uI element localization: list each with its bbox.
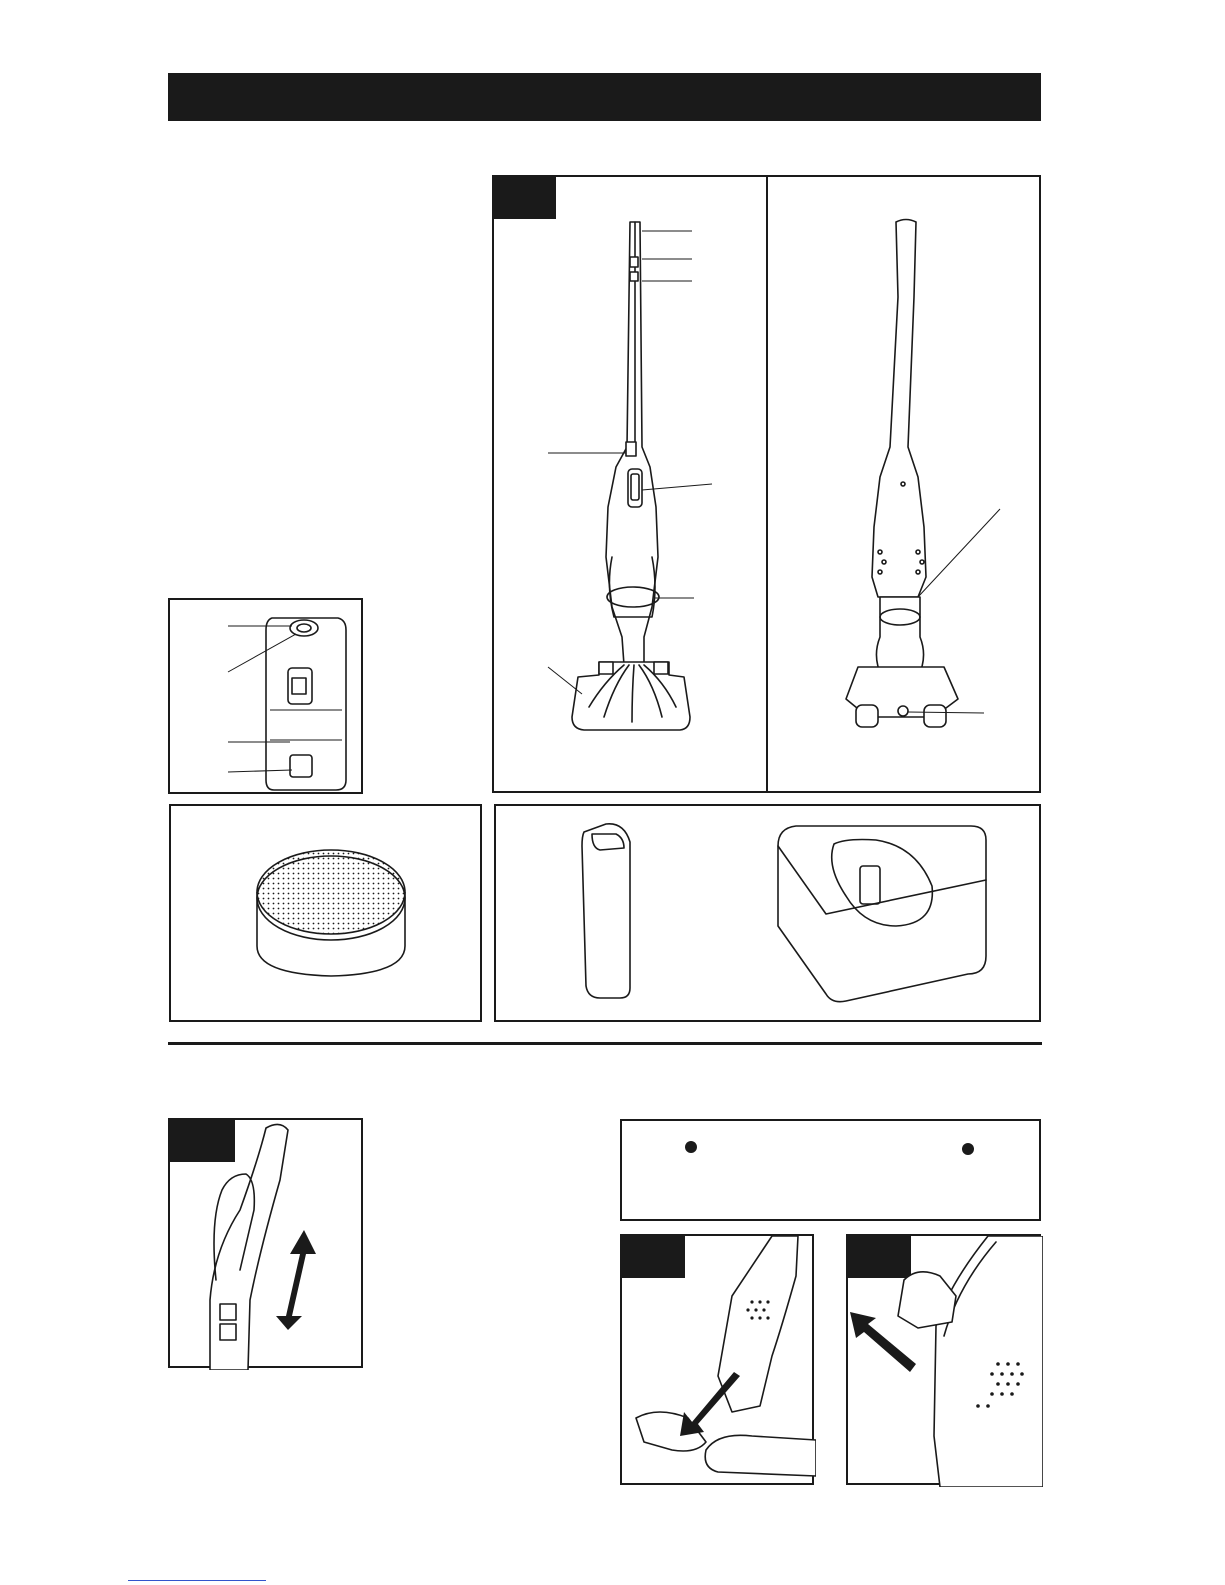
handle-adjust-panel: [168, 1118, 363, 1368]
foot-recline-icon: [622, 1236, 816, 1487]
dirt-cup-icon: [170, 600, 365, 796]
note-box: [620, 1119, 1041, 1221]
bullet-dot: [962, 1143, 974, 1155]
recline-step-panel: [620, 1234, 814, 1485]
header-bar: [168, 73, 1041, 121]
stick-back-panel: [766, 175, 1041, 793]
page-link-underline[interactable]: [128, 1580, 266, 1581]
release-step-panel: [846, 1234, 1041, 1485]
cup-release-icon: [848, 1236, 1043, 1487]
bullet-dot: [685, 1141, 697, 1153]
stick-vacuum-front-icon: [494, 177, 770, 795]
round-filter-icon: [171, 806, 484, 1024]
battery-charger-panel: [494, 804, 1041, 1022]
charging-base-icon: [496, 806, 1043, 1024]
stick-front-panel: [492, 175, 768, 793]
stick-vacuum-back-icon: [768, 177, 1043, 795]
section-divider: [168, 1042, 1042, 1045]
dirt-cup-panel: [168, 598, 363, 794]
handle-slide-icon: [170, 1120, 365, 1370]
filter-panel: [169, 804, 482, 1022]
